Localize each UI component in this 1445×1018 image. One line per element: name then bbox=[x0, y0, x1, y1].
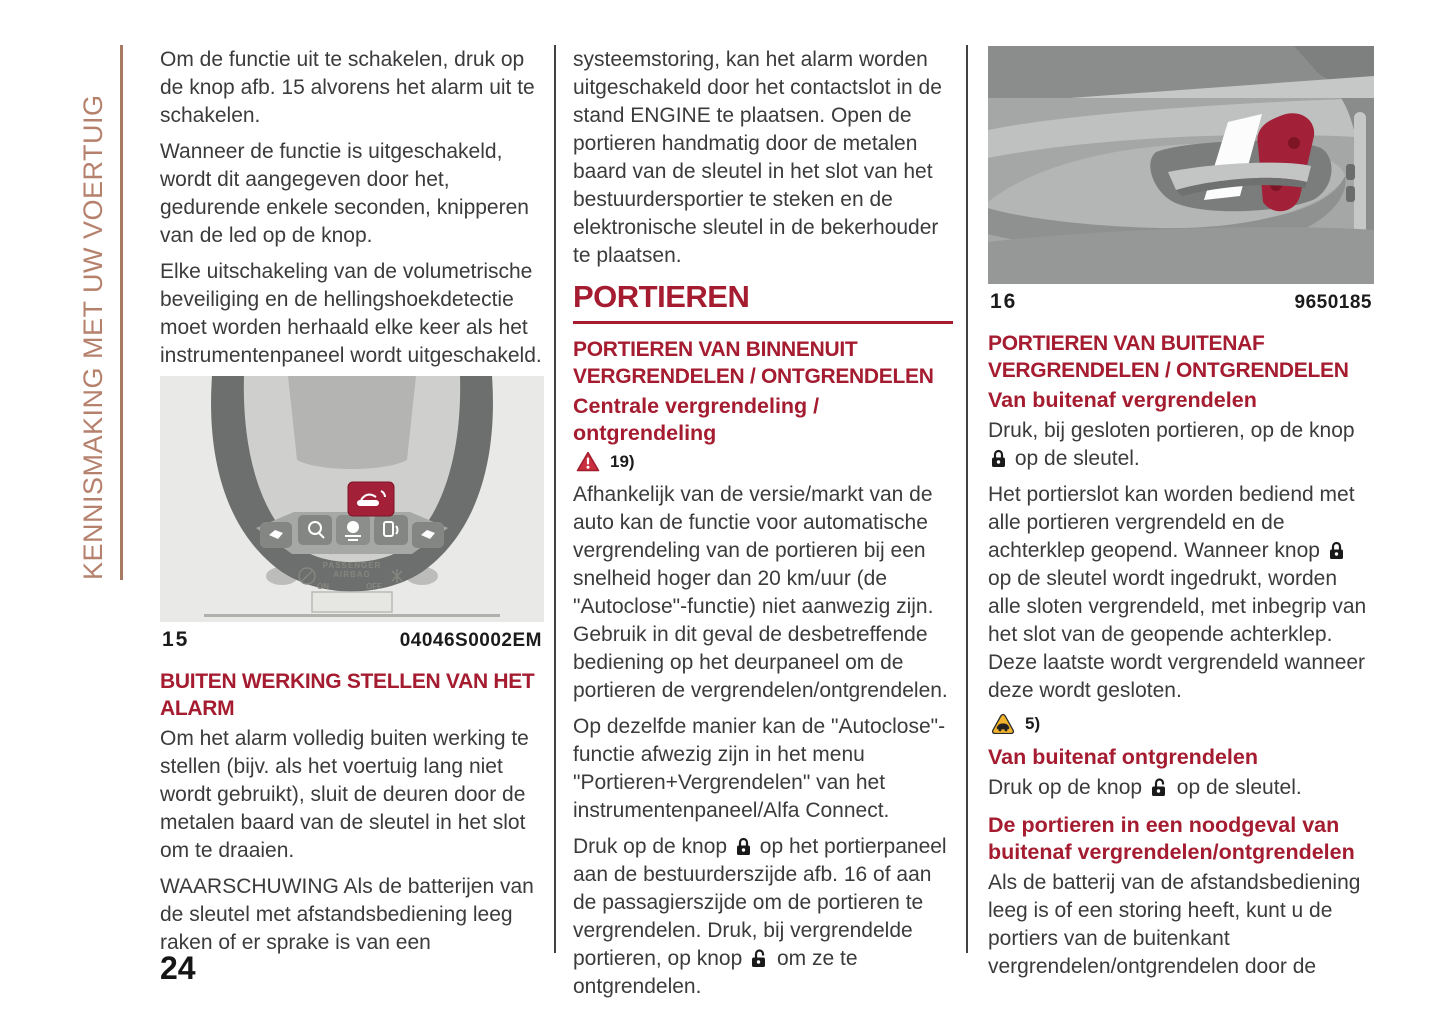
paragraph: Om het alarm volledig buiten werking te stellen (bijv. als het voertuig lang niet wordt gebruikt), sluit de deuren door de metalen baard van de sleutel in het slot om te draaien. bbox=[160, 727, 529, 862]
subheading-noodgeval: De portieren in een noodgeval van buitenaf vergrendelen/ontgrendelen bbox=[988, 813, 1355, 864]
lock-closed-icon bbox=[1329, 541, 1344, 560]
warning-reference-number: 19) bbox=[610, 451, 635, 471]
section-heading-alarm-off: BUITEN WERKING STELLEN VAN HET ALARM bbox=[160, 670, 535, 720]
lock-closed-icon bbox=[991, 449, 1006, 468]
text-segment: Het portierslot kan worden bediend met alle portieren vergrendeld en de achterklep geopend. Wanneer knop bbox=[988, 483, 1355, 562]
text-segment: Druk op de knop bbox=[988, 776, 1143, 799]
chapter-sidebar-title: KENNISMAKING MET UW VOERTUIG bbox=[78, 94, 108, 580]
column-2 bbox=[573, 46, 953, 1009]
column-3 bbox=[988, 46, 1374, 989]
column-1 bbox=[160, 46, 544, 965]
paragraph-with-lock-icons bbox=[573, 833, 953, 1001]
lock-open-icon bbox=[1151, 778, 1168, 797]
subheading-centrale-vergrendeling: Centrale vergrendeling / ontgrendeling bbox=[573, 394, 820, 445]
figure-16-caption bbox=[990, 290, 1372, 314]
lock-closed-icon bbox=[736, 837, 751, 856]
warning-reference-row bbox=[573, 451, 953, 472]
caution-reference-number: 5) bbox=[1025, 713, 1041, 733]
text-segment: op de sleutel. bbox=[1176, 776, 1302, 799]
text-segment: op de sleutel wordt ingedrukt, worden alle sloten vergrendeld, met inbegrip van het slot van de geopende achterklep. Deze laatste wordt vergrendeld wanneer deze wordt gesloten. bbox=[988, 567, 1367, 702]
column-divider bbox=[554, 45, 556, 953]
paragraph: Elke uitschakeling van de volumetrische beveiliging en de hellingshoekdetectie moet worden herhaald elke keer als het instrumentenpaneel wordt uitgeschakeld. bbox=[160, 260, 542, 367]
figure-16-door-panel-image bbox=[988, 46, 1374, 284]
figure-15-overhead-console-image bbox=[160, 376, 544, 622]
paragraph-with-lock-icon bbox=[988, 417, 1374, 473]
paragraph: Als de batterij van de afstandsbediening leeg is of een storing heeft, kunt u de portiers van de buitenkant vergrendelen/ontgrendelen door de bbox=[988, 871, 1361, 978]
subheading-binnenuit: PORTIEREN VAN BINNENUIT VERGRENDELEN / ONTGRENDELEN bbox=[573, 338, 934, 388]
text-segment: op het portierpaneel aan de bestuurderszijde afb. 16 of aan de passagierszijde om de portieren te vergrendelen. Druk, bij vergrendelde portieren, op knop bbox=[573, 835, 947, 970]
figure-15-caption bbox=[162, 628, 542, 652]
svg-text:OFF: OFF bbox=[366, 582, 382, 591]
text-segment: Druk, bij gesloten portieren, op de knop bbox=[988, 419, 1355, 442]
svg-text:ON: ON bbox=[317, 582, 329, 591]
paragraph-with-lock-icon bbox=[988, 774, 1374, 802]
subheading-van-buitenaf-ontgrendelen: Van buitenaf ontgrendelen bbox=[988, 745, 1258, 769]
paragraph: Afhankelijk van de versie/markt van de auto kan de functie voor automatische vergrendeling van de portieren bij een snelheid hoger dan 20 km/uur (de "Autoclose"-functie) niet aanwezig zijn. Gebruik in dit geval de desbetreffende bediening op het deurpaneel om de portieren de vergrendelen/ontgrendelen. bbox=[573, 483, 948, 702]
figure-code: 9650185 bbox=[1294, 292, 1372, 313]
text-segment: op de sleutel. bbox=[1014, 447, 1140, 470]
svg-text:PASSENGER: PASSENGER bbox=[322, 561, 382, 570]
paragraph: systeemstoring, kan het alarm worden uitgeschakeld door het contactslot in de stand ENGINE te plaatsen. Open de portieren handmatig door de metalen baard van de sleutel in het slot van het bestuurdersportier te steken en de elektronische sleutel in de bekerhouder te plaatsen. bbox=[573, 48, 942, 267]
red-rule bbox=[573, 321, 953, 324]
svg-text:AIRBAG: AIRBAG bbox=[333, 570, 371, 579]
caution-reference-row bbox=[988, 713, 1374, 734]
figure-code: 04046S0002EM bbox=[399, 630, 542, 651]
lock-open-icon bbox=[751, 949, 768, 968]
subheading-van-buitenaf-vergrendelen: Van buitenaf vergrendelen bbox=[988, 388, 1257, 412]
car-caution-triangle-icon bbox=[991, 713, 1015, 734]
paragraph-with-lock-icon bbox=[988, 481, 1374, 705]
text-segment: om ze te ontgrendelen. bbox=[573, 947, 858, 998]
paragraph: WAARSCHUWING Als de batterijen van de sleutel met afstandsbediening leeg raken of er sprake is van een bbox=[160, 875, 534, 954]
paragraph: Om de functie uit te schakelen, druk op de knop afb. 15 alvorens het alarm uit te schakelen. bbox=[160, 48, 535, 127]
alarm-button-highlight bbox=[348, 482, 394, 516]
subheading-buitenaf: PORTIEREN VAN BUITENAF VERGRENDELEN / ONTGRENDELEN bbox=[988, 332, 1349, 382]
warning-triangle-icon bbox=[576, 451, 600, 472]
section-title-portieren: PORTIEREN bbox=[573, 279, 750, 314]
figure-number: 16 bbox=[990, 290, 1018, 313]
text-segment: Druk op de knop bbox=[573, 835, 728, 858]
sidebar-rule bbox=[120, 45, 123, 580]
figure-number: 15 bbox=[162, 628, 190, 651]
page-number: 24 bbox=[160, 950, 196, 986]
paragraph: Wanneer de functie is uitgeschakeld, wordt dit aangegeven door het, gedurende enkele seconden, knipperen van de led op de knop. bbox=[160, 140, 529, 247]
column-divider bbox=[966, 45, 968, 953]
paragraph: Op dezelfde manier kan de "Autoclose"-functie afwezig zijn in het menu "Portieren+Vergrendelen" van het instrumentenpaneel/Alfa Connect. bbox=[573, 715, 946, 822]
